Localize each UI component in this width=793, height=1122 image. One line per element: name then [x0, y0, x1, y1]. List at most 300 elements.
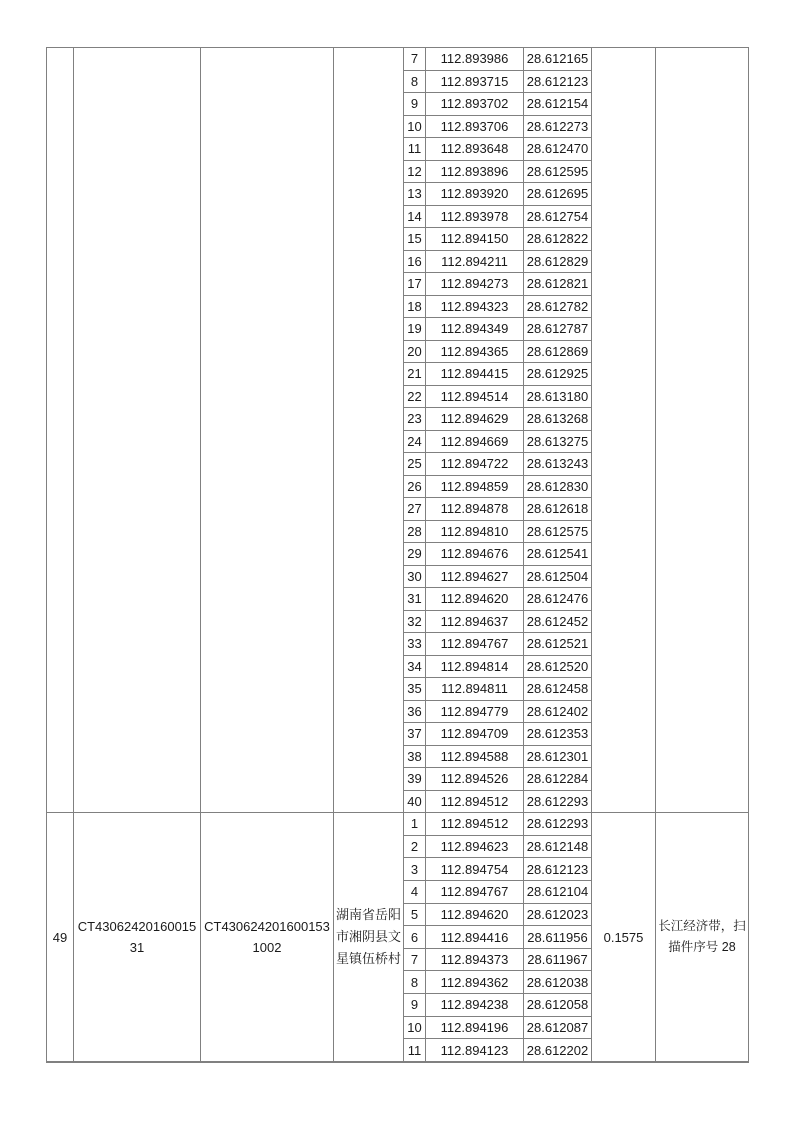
latitude-value: 28.612470: [526, 141, 589, 157]
latitude-value: 28.612452: [526, 613, 589, 629]
longitude-cell: [426, 341, 524, 363]
longitude-cell: [426, 1039, 524, 1061]
latitude-value: 28.612830: [526, 478, 589, 494]
point-index-value: 15: [407, 231, 422, 247]
latitude-cell: [524, 386, 592, 408]
longitude-value: 112.894238: [440, 997, 509, 1013]
point-index-cell: [404, 746, 426, 768]
longitude-value: 112.894123: [440, 1042, 509, 1058]
point-index-value: 2: [410, 838, 419, 854]
point-index-cell: [404, 858, 426, 880]
point-row: [404, 318, 592, 341]
point-index-cell: [404, 813, 426, 835]
latitude-cell: [524, 318, 592, 340]
latitude-value: 28.612104: [526, 884, 589, 900]
point-index-cell: [404, 363, 426, 385]
point-row: [404, 746, 592, 769]
point-index-cell: [404, 543, 426, 565]
longitude-value: 112.893702: [440, 96, 509, 112]
point-index-cell: [404, 566, 426, 588]
latitude-cell: [524, 116, 592, 138]
remark-cell: [656, 48, 748, 812]
project-id-cell: [201, 48, 334, 812]
longitude-cell: [426, 273, 524, 295]
point-index-value: 10: [407, 118, 422, 134]
latitude-value: 28.612202: [526, 1042, 589, 1058]
latitude-cell: [524, 251, 592, 273]
point-index-value: 20: [407, 343, 422, 359]
longitude-cell: [426, 633, 524, 655]
latitude-value: 28.612869: [526, 343, 589, 359]
point-row: [404, 1017, 592, 1040]
point-row: [404, 48, 592, 71]
latitude-value: 28.612476: [526, 591, 589, 607]
point-index-value: 9: [410, 997, 419, 1013]
longitude-cell: [426, 588, 524, 610]
point-index-value: 4: [410, 884, 419, 900]
longitude-cell: [426, 768, 524, 790]
point-row: [404, 161, 592, 184]
point-row: [404, 971, 592, 994]
point-index-value: 31: [407, 591, 422, 607]
longitude-cell: [426, 408, 524, 430]
latitude-value: 28.612520: [526, 658, 589, 674]
latitude-cell: [524, 543, 592, 565]
longitude-value: 112.894767: [440, 884, 509, 900]
point-row: [404, 904, 592, 927]
latitude-value: 28.612023: [526, 906, 589, 922]
longitude-cell: [426, 926, 524, 948]
latitude-value: 28.612618: [526, 501, 589, 517]
longitude-value: 112.894811: [441, 681, 508, 697]
point-index-cell: [404, 588, 426, 610]
latitude-value: 28.612504: [526, 568, 589, 584]
point-index-cell: [404, 971, 426, 993]
latitude-cell: [524, 926, 592, 948]
longitude-value: 112.894623: [440, 838, 509, 854]
seq-cell: [47, 813, 74, 1061]
longitude-cell: [426, 183, 524, 205]
latitude-value: 28.612822: [526, 231, 589, 247]
latitude-cell: [524, 881, 592, 903]
latitude-cell: [524, 206, 592, 228]
point-index-value: 25: [407, 456, 422, 472]
latitude-cell: [524, 723, 592, 745]
longitude-value: 112.894512: [440, 793, 509, 809]
longitude-cell: [426, 498, 524, 520]
point-index-cell: [404, 836, 426, 858]
point-index-cell: [404, 408, 426, 430]
longitude-cell: [426, 161, 524, 183]
longitude-value: 112.894627: [440, 568, 509, 584]
longitude-cell: [426, 994, 524, 1016]
land-parcel-coordinate-table: [46, 47, 749, 1063]
latitude-cell: [524, 138, 592, 160]
point-index-value: 10: [407, 1020, 422, 1036]
latitude-cell: [524, 678, 592, 700]
longitude-cell: [426, 701, 524, 723]
longitude-cell: [426, 363, 524, 385]
point-index-cell: [404, 521, 426, 543]
longitude-value: 112.894416: [440, 929, 509, 945]
longitude-cell: [426, 813, 524, 835]
point-index-value: 11: [407, 141, 422, 157]
latitude-cell: [524, 183, 592, 205]
point-index-value: 12: [407, 163, 422, 179]
point-index-value: 33: [407, 636, 422, 652]
latitude-value: 28.612821: [526, 276, 589, 292]
latitude-value: 28.611967: [527, 952, 588, 968]
longitude-value: 112.894362: [440, 974, 509, 990]
point-index-value: 7: [410, 952, 419, 968]
latitude-cell: [524, 48, 592, 70]
latitude-value: 28.612284: [526, 771, 589, 787]
address-cell: [334, 48, 404, 812]
longitude-value: 112.894196: [440, 1020, 509, 1036]
point-index-cell: [404, 228, 426, 250]
point-index-cell: [404, 701, 426, 723]
point-index-cell: [404, 633, 426, 655]
longitude-cell: [426, 611, 524, 633]
point-row: [404, 206, 592, 229]
longitude-value: 112.893986: [440, 51, 509, 67]
point-index-value: 23: [407, 411, 422, 427]
point-row: [404, 341, 592, 364]
longitude-cell: [426, 1017, 524, 1039]
latitude-cell: [524, 1017, 592, 1039]
longitude-value: 112.894323: [440, 298, 509, 314]
longitude-cell: [426, 746, 524, 768]
latitude-value: 28.612575: [526, 523, 589, 539]
latitude-value: 28.612458: [526, 681, 589, 697]
longitude-cell: [426, 678, 524, 700]
latitude-cell: [524, 611, 592, 633]
latitude-cell: [524, 1039, 592, 1061]
point-row: [404, 116, 592, 139]
latitude-value: 28.612154: [526, 96, 589, 112]
latitude-cell: [524, 588, 592, 610]
point-index-value: 1: [410, 816, 419, 832]
point-index-cell: [404, 161, 426, 183]
point-index-value: 16: [407, 253, 422, 269]
longitude-value: 112.894526: [440, 771, 509, 787]
table-row-49: [47, 813, 748, 1061]
point-index-cell: [404, 183, 426, 205]
longitude-value: 112.894415: [440, 366, 509, 382]
table-row-continued: [47, 48, 748, 813]
latitude-value: 28.612148: [526, 838, 589, 854]
latitude-value: 28.613275: [526, 433, 589, 449]
point-row: [404, 791, 592, 813]
point-index-value: 13: [407, 186, 422, 202]
point-index-cell: [404, 1039, 426, 1061]
latitude-cell: [524, 791, 592, 813]
latitude-value: 28.612402: [526, 703, 589, 719]
area-cell: [592, 48, 656, 812]
point-row: [404, 363, 592, 386]
latitude-cell: [524, 431, 592, 453]
point-index-cell: [404, 881, 426, 903]
point-index-cell: [404, 476, 426, 498]
latitude-value: 28.613268: [526, 411, 589, 427]
project-id-value: CT4306242016001531002: [204, 919, 330, 955]
longitude-value: 112.893706: [440, 118, 509, 134]
point-index-cell: [404, 296, 426, 318]
point-index-value: 14: [407, 208, 422, 224]
point-row: [404, 93, 592, 116]
longitude-value: 112.894512: [440, 816, 509, 832]
point-index-cell: [404, 71, 426, 93]
point-index-cell: [404, 251, 426, 273]
area-value: 0.1575: [603, 929, 644, 945]
point-index-cell: [404, 453, 426, 475]
latitude-cell: [524, 521, 592, 543]
latitude-cell: [524, 633, 592, 655]
address-value: 湖南省岳阳市湘阴县文星镇伍桥村: [336, 907, 402, 966]
longitude-cell: [426, 791, 524, 813]
point-row: [404, 1039, 592, 1061]
remark-value: 长江经济带，扫描件序号 28: [658, 919, 746, 954]
point-index-cell: [404, 904, 426, 926]
parcel-id-cell: [74, 48, 201, 812]
latitude-cell: [524, 858, 592, 880]
point-row: [404, 858, 592, 881]
point-index-cell: [404, 431, 426, 453]
latitude-cell: [524, 746, 592, 768]
point-index-cell: [404, 386, 426, 408]
point-row: [404, 588, 592, 611]
point-index-cell: [404, 206, 426, 228]
longitude-value: 112.894859: [440, 478, 509, 494]
longitude-value: 112.894722: [440, 456, 509, 472]
point-row: [404, 768, 592, 791]
longitude-cell: [426, 296, 524, 318]
coordinate-subtable: [404, 813, 592, 1061]
point-row: [404, 296, 592, 319]
latitude-cell: [524, 813, 592, 835]
latitude-value: 28.612754: [526, 208, 589, 224]
longitude-cell: [426, 521, 524, 543]
address-cell: [334, 813, 404, 1061]
latitude-cell: [524, 453, 592, 475]
point-row: [404, 228, 592, 251]
latitude-value: 28.613243: [526, 456, 589, 472]
latitude-cell: [524, 836, 592, 858]
longitude-value: 112.894767: [440, 636, 509, 652]
latitude-cell: [524, 768, 592, 790]
point-row: [404, 138, 592, 161]
seq-cell: [47, 48, 74, 812]
point-index-cell: [404, 116, 426, 138]
latitude-value: 28.612353: [526, 726, 589, 742]
longitude-cell: [426, 453, 524, 475]
longitude-cell: [426, 904, 524, 926]
parcel-id-cell: [74, 813, 201, 1061]
point-row: [404, 566, 592, 589]
point-row: [404, 723, 592, 746]
latitude-cell: [524, 228, 592, 250]
point-row: [404, 476, 592, 499]
latitude-value: 28.612038: [526, 974, 589, 990]
latitude-value: 28.612123: [526, 73, 589, 89]
point-row: [404, 611, 592, 634]
longitude-value: 112.894365: [440, 343, 509, 359]
longitude-cell: [426, 881, 524, 903]
longitude-cell: [426, 251, 524, 273]
point-index-value: 19: [407, 321, 422, 337]
longitude-cell: [426, 138, 524, 160]
point-index-value: 24: [407, 433, 422, 449]
longitude-value: 112.894814: [440, 658, 509, 674]
point-index-value: 40: [407, 793, 422, 809]
point-row: [404, 251, 592, 274]
longitude-value: 112.894754: [440, 861, 509, 877]
point-index-value: 9: [410, 96, 419, 112]
longitude-cell: [426, 836, 524, 858]
latitude-cell: [524, 701, 592, 723]
latitude-cell: [524, 566, 592, 588]
point-row: [404, 836, 592, 859]
point-index-cell: [404, 926, 426, 948]
longitude-value: 112.894810: [440, 523, 509, 539]
latitude-value: 28.612293: [526, 793, 589, 809]
longitude-cell: [426, 949, 524, 971]
latitude-value: 28.612829: [526, 253, 589, 269]
point-index-value: 8: [410, 73, 419, 89]
point-index-cell: [404, 723, 426, 745]
latitude-value: 28.612165: [526, 51, 589, 67]
area-cell: [592, 813, 656, 1061]
point-row: [404, 949, 592, 972]
longitude-cell: [426, 71, 524, 93]
point-index-value: 26: [407, 478, 422, 494]
point-index-value: 5: [410, 906, 419, 922]
longitude-value: 112.893715: [440, 73, 509, 89]
latitude-value: 28.612787: [526, 321, 589, 337]
latitude-cell: [524, 971, 592, 993]
latitude-value: 28.612301: [526, 748, 589, 764]
point-index-value: 30: [407, 568, 422, 584]
point-row: [404, 633, 592, 656]
longitude-cell: [426, 386, 524, 408]
point-row: [404, 678, 592, 701]
latitude-cell: [524, 273, 592, 295]
latitude-value: 28.612293: [526, 816, 589, 832]
latitude-value: 28.612595: [526, 163, 589, 179]
latitude-cell: [524, 656, 592, 678]
latitude-value: 28.612123: [526, 861, 589, 877]
point-row: [404, 498, 592, 521]
point-index-value: 37: [407, 726, 422, 742]
longitude-value: 112.894620: [440, 906, 509, 922]
point-index-cell: [404, 656, 426, 678]
longitude-cell: [426, 476, 524, 498]
longitude-cell: [426, 543, 524, 565]
point-row: [404, 701, 592, 724]
point-row: [404, 408, 592, 431]
longitude-cell: [426, 431, 524, 453]
latitude-cell: [524, 296, 592, 318]
longitude-value: 112.894273: [440, 276, 509, 292]
longitude-cell: [426, 656, 524, 678]
seq-value: 49: [52, 929, 68, 945]
longitude-value: 112.894676: [440, 546, 509, 562]
point-row: [404, 926, 592, 949]
longitude-value: 112.893978: [440, 208, 509, 224]
latitude-value: 28.612273: [526, 118, 589, 134]
longitude-value: 112.894669: [440, 433, 509, 449]
latitude-value: 28.611956: [527, 929, 588, 945]
latitude-value: 28.612087: [526, 1020, 589, 1036]
point-index-cell: [404, 138, 426, 160]
longitude-value: 112.894709: [440, 726, 509, 742]
point-row: [404, 994, 592, 1017]
latitude-cell: [524, 93, 592, 115]
longitude-cell: [426, 318, 524, 340]
point-row: [404, 71, 592, 94]
point-index-cell: [404, 611, 426, 633]
point-index-value: 39: [407, 771, 422, 787]
latitude-value: 28.612541: [526, 546, 589, 562]
latitude-value: 28.612058: [526, 997, 589, 1013]
latitude-value: 28.612695: [526, 186, 589, 202]
point-index-value: 29: [407, 546, 422, 562]
longitude-value: 112.894637: [440, 613, 509, 629]
remark-cell: [656, 813, 748, 1061]
point-index-value: 22: [407, 388, 422, 404]
point-row: [404, 386, 592, 409]
point-row: [404, 543, 592, 566]
latitude-cell: [524, 904, 592, 926]
point-index-value: 21: [407, 366, 422, 382]
latitude-cell: [524, 476, 592, 498]
point-index-cell: [404, 678, 426, 700]
parcel-id-value: CT4306242016001531: [77, 919, 197, 955]
latitude-value: 28.612782: [526, 298, 589, 314]
point-index-value: 32: [407, 613, 422, 629]
point-index-value: 11: [407, 1042, 422, 1058]
longitude-cell: [426, 116, 524, 138]
longitude-cell: [426, 971, 524, 993]
point-row: [404, 881, 592, 904]
latitude-value: 28.612521: [526, 636, 589, 652]
latitude-value: 28.612925: [526, 366, 589, 382]
latitude-cell: [524, 161, 592, 183]
point-index-value: 27: [407, 501, 422, 517]
longitude-cell: [426, 206, 524, 228]
point-row: [404, 431, 592, 454]
latitude-cell: [524, 71, 592, 93]
point-index-cell: [404, 994, 426, 1016]
latitude-cell: [524, 408, 592, 430]
longitude-value: 112.894779: [440, 703, 509, 719]
point-index-cell: [404, 498, 426, 520]
point-index-cell: [404, 768, 426, 790]
latitude-cell: [524, 994, 592, 1016]
longitude-cell: [426, 723, 524, 745]
point-index-value: 8: [410, 974, 419, 990]
point-index-cell: [404, 341, 426, 363]
longitude-cell: [426, 228, 524, 250]
point-index-value: 34: [407, 658, 422, 674]
point-index-cell: [404, 318, 426, 340]
point-index-value: 3: [410, 861, 419, 877]
point-index-cell: [404, 1017, 426, 1039]
project-id-cell: [201, 813, 334, 1061]
point-index-value: 6: [410, 929, 419, 945]
longitude-value: 112.893896: [440, 163, 509, 179]
latitude-cell: [524, 363, 592, 385]
